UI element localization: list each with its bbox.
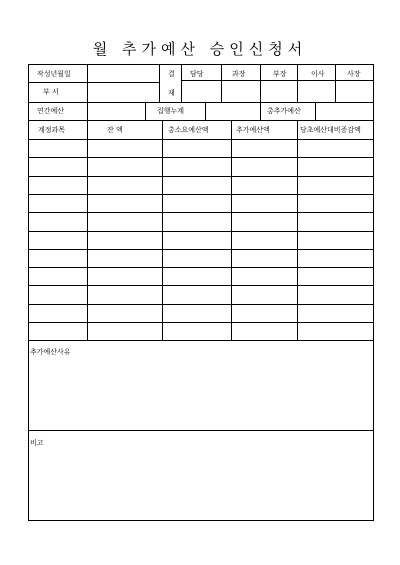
table-row-line (29, 304, 373, 305)
annual-budget-label: 연간예산 (37, 107, 65, 115)
divider (221, 65, 222, 102)
table-row-line (29, 176, 373, 177)
page-title: 월 추가예산 승인신청서 (92, 40, 308, 58)
divider (297, 65, 298, 102)
divider (29, 82, 159, 83)
total-additional-label: 총추가예산 (267, 107, 301, 115)
approver-executive: 이사 (311, 70, 325, 78)
divider (29, 340, 373, 341)
table-row-line (29, 285, 373, 286)
dept-label: 부 서 (43, 88, 59, 96)
divider (29, 102, 373, 103)
note-label: 비고 (30, 439, 44, 447)
table-row-line (29, 231, 373, 232)
approval-form (28, 64, 374, 521)
exec-total-label: 집행누계 (157, 107, 185, 115)
table-row-line (29, 267, 373, 268)
table-row-line (29, 194, 373, 195)
approver-staff: 담당 (190, 70, 204, 78)
approver-president: 사장 (347, 70, 361, 78)
divider (29, 430, 373, 431)
divider (260, 65, 261, 102)
divider (29, 120, 373, 121)
table-row-line (29, 322, 373, 323)
divider (181, 65, 182, 102)
divider (145, 102, 146, 120)
divider (159, 65, 160, 102)
approver-director: 부장 (273, 70, 287, 78)
approval-char-1: 결 (168, 70, 175, 78)
col-account: 계정과목 (38, 126, 66, 134)
table-row-line (29, 249, 373, 250)
table-row-line (29, 157, 373, 158)
reason-label: 추가예산사유 (30, 348, 71, 356)
approver-manager: 과장 (232, 70, 246, 78)
divider (260, 102, 261, 120)
table-row-line (29, 212, 373, 213)
col-additional: 추가예산액 (236, 126, 270, 134)
divider (335, 65, 336, 102)
col-variance: 당초예산대비증감액 (300, 126, 361, 134)
approval-char-2: 재 (168, 89, 175, 97)
divider (87, 65, 88, 120)
col-balance: 잔 액 (107, 126, 123, 134)
divider (205, 102, 206, 120)
divider (181, 80, 373, 81)
date-label: 작성년월일 (37, 70, 71, 78)
col-required: 총소요예산액 (168, 126, 209, 134)
divider (315, 102, 316, 120)
divider (29, 139, 373, 140)
